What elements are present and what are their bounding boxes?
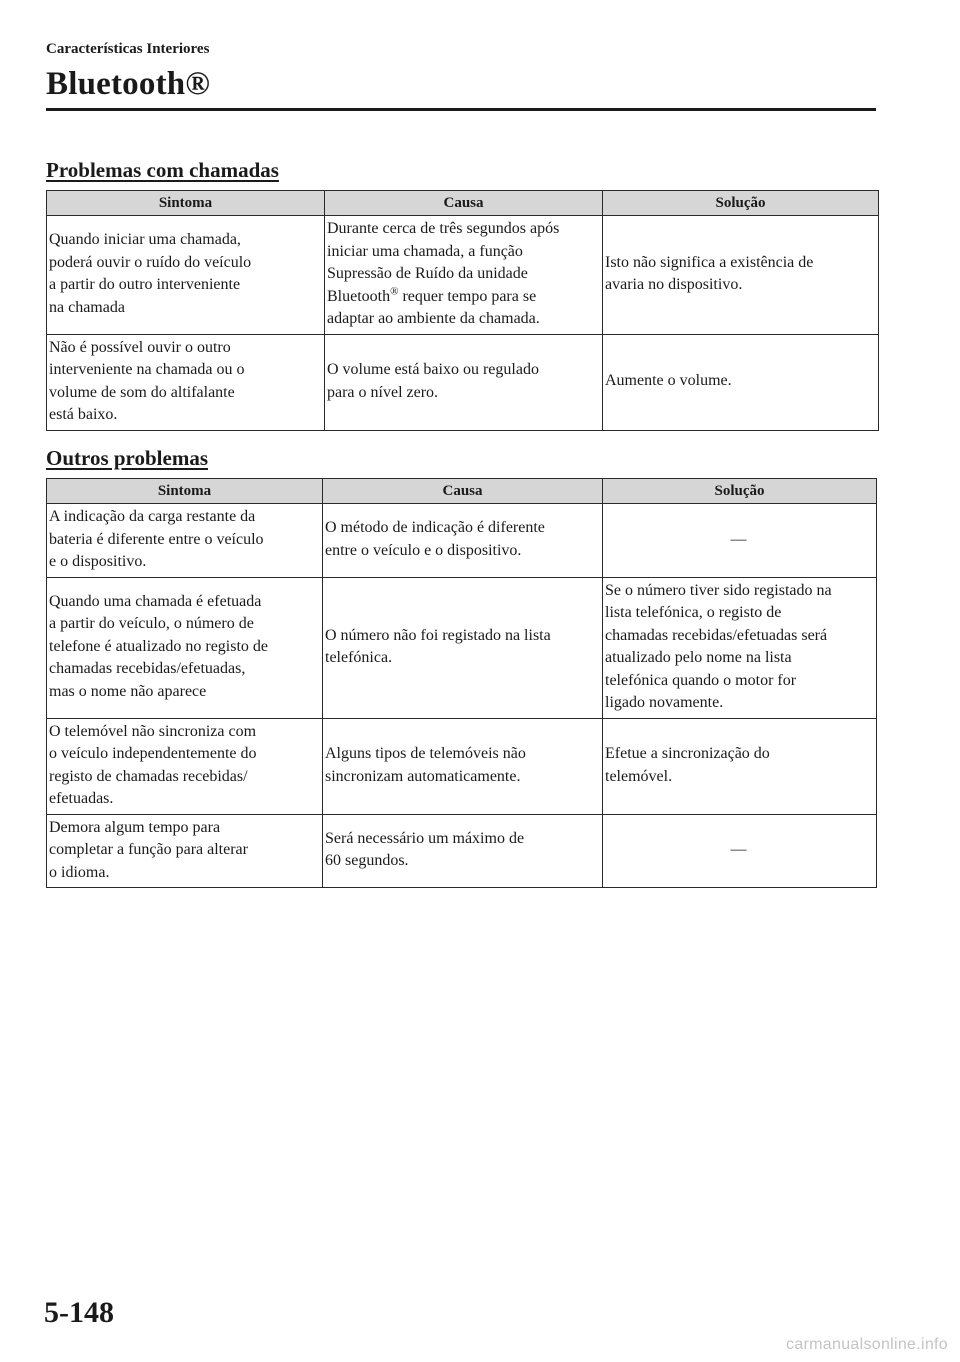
symptom-line: Demora algum tempo para bbox=[49, 818, 221, 836]
symptom-cell bbox=[47, 814, 323, 888]
solution-cell bbox=[603, 334, 879, 430]
cause-line: adaptar ao ambiente da chamada. bbox=[327, 310, 540, 327]
symptom-cell bbox=[47, 334, 325, 430]
cause-line: iniciar uma chamada, a função bbox=[327, 242, 523, 260]
other-section bbox=[46, 446, 877, 888]
solution-line: Efetue a sincronização do bbox=[605, 745, 770, 762]
cause-line: O método de indicação é diferente bbox=[325, 519, 545, 537]
solution-dash: — bbox=[730, 530, 747, 548]
cause-line: O número não foi registado na lista bbox=[325, 626, 551, 644]
cause-line: 60 segundos. bbox=[325, 852, 409, 870]
cause-line: sincronizam automaticamente. bbox=[325, 767, 521, 785]
table-row bbox=[47, 814, 877, 888]
symptom-line: mas o nome não aparece bbox=[49, 682, 207, 700]
cause-cell bbox=[323, 814, 603, 888]
column-header-solution: Solução bbox=[603, 191, 879, 216]
symptom-line: volume de som do altifalante bbox=[49, 383, 235, 401]
solution-line: Aumente o volume. bbox=[605, 372, 732, 390]
calls-heading: Problemas com chamadas bbox=[46, 158, 279, 182]
cause-line: telefónica. bbox=[325, 649, 393, 666]
symptom-line: A indicação da carga restante da bbox=[49, 508, 256, 525]
header-divider bbox=[46, 108, 876, 111]
symptom-line: Quando uma chamada é efetuada bbox=[49, 592, 262, 610]
solution-line: Isto não significa a existência de bbox=[605, 253, 814, 271]
symptom-line: na chamada bbox=[49, 298, 125, 316]
table-row bbox=[47, 334, 879, 430]
solution-cell bbox=[603, 216, 879, 335]
solution-line: telefónica quando o motor for bbox=[605, 671, 797, 689]
cause-line: entre o veículo e o dispositivo. bbox=[325, 541, 522, 559]
column-header-cause: Causa bbox=[325, 191, 603, 216]
section-label: Características Interiores bbox=[46, 41, 210, 57]
column-header-solution: Solução bbox=[603, 479, 877, 504]
cause-line: para o nível zero. bbox=[327, 383, 439, 401]
cause-line: Alguns tipos de telemóveis não bbox=[325, 745, 526, 762]
page-header bbox=[46, 40, 876, 104]
symptom-line: a partir do outro interveniente bbox=[49, 276, 241, 294]
page-number: 5-148 bbox=[44, 1296, 114, 1329]
other-table bbox=[46, 478, 877, 888]
symptom-cell bbox=[47, 504, 323, 578]
solution-cell bbox=[603, 577, 877, 718]
solution-cell bbox=[603, 504, 877, 578]
solution-line: atualizado pelo nome na lista bbox=[605, 649, 792, 666]
cause-cell bbox=[323, 718, 603, 814]
cause-cell bbox=[323, 504, 603, 578]
symptom-line: O telemóvel não sincroniza com bbox=[49, 722, 257, 740]
solution-line: chamadas recebidas/efetuadas será bbox=[605, 626, 828, 644]
symptom-line: interveniente na chamada ou o bbox=[49, 361, 245, 378]
symptom-line: bateria é diferente entre o veículo bbox=[49, 530, 264, 548]
other-table-header-row bbox=[47, 479, 877, 504]
cause-cell bbox=[325, 216, 603, 335]
symptom-line: poderá ouvir o ruído do veículo bbox=[49, 253, 252, 271]
symptom-line: está baixo. bbox=[49, 406, 118, 423]
solution-line: avaria no dispositivo. bbox=[605, 276, 743, 294]
solution-line: telemóvel. bbox=[605, 767, 673, 785]
cause-line: Bluetooth® requer tempo para se bbox=[327, 285, 537, 305]
solution-cell bbox=[603, 718, 877, 814]
other-heading: Outros problemas bbox=[46, 446, 208, 470]
symptom-line: chamadas recebidas/efetuadas, bbox=[49, 660, 246, 678]
symptom-cell bbox=[47, 718, 323, 814]
solution-line: ligado novamente. bbox=[605, 694, 724, 711]
table-row bbox=[47, 577, 877, 718]
cause-line: Será necessário um máximo de bbox=[325, 829, 525, 847]
column-header-symptom: Sintoma bbox=[47, 191, 325, 216]
symptom-line: telefone é atualizado no registo de bbox=[49, 637, 269, 655]
symptom-line: Não é possível ouvir o outro bbox=[49, 338, 231, 356]
solution-line: lista telefónica, o registo de bbox=[605, 604, 782, 621]
watermark-text: carmanualsonline.info bbox=[786, 1336, 948, 1353]
calls-section bbox=[46, 158, 879, 431]
symptom-line: o veículo independentemente do bbox=[49, 745, 257, 762]
table-row bbox=[47, 718, 877, 814]
cause-line: Durante cerca de três segundos após bbox=[327, 220, 560, 237]
solution-dash: — bbox=[730, 841, 747, 858]
symptom-cell bbox=[47, 577, 323, 718]
column-header-symptom: Sintoma bbox=[47, 479, 323, 504]
cause-cell bbox=[323, 577, 603, 718]
symptom-line: o idioma. bbox=[49, 863, 110, 881]
symptom-line: Quando iniciar uma chamada, bbox=[49, 231, 241, 249]
solution-cell bbox=[603, 814, 877, 888]
cause-cell bbox=[325, 334, 603, 430]
calls-table-header-row bbox=[47, 191, 879, 216]
table-row bbox=[47, 216, 879, 335]
symptom-line: efetuadas. bbox=[49, 790, 114, 807]
symptom-line: e o dispositivo. bbox=[49, 553, 147, 570]
solution-line: Se o número tiver sido registado na bbox=[605, 581, 832, 599]
symptom-line: a partir do veículo, o número de bbox=[49, 615, 254, 633]
cause-line: O volume está baixo ou regulado bbox=[327, 361, 539, 378]
table-row bbox=[47, 504, 877, 578]
calls-table bbox=[46, 190, 879, 431]
column-header-cause: Causa bbox=[323, 479, 603, 504]
chapter-title: Bluetooth® bbox=[46, 66, 211, 102]
symptom-cell bbox=[47, 216, 325, 335]
cause-line: Supressão de Ruído da unidade bbox=[327, 265, 528, 282]
symptom-line: completar a função para alterar bbox=[49, 841, 248, 858]
symptom-line: registo de chamadas recebidas/ bbox=[49, 767, 248, 785]
